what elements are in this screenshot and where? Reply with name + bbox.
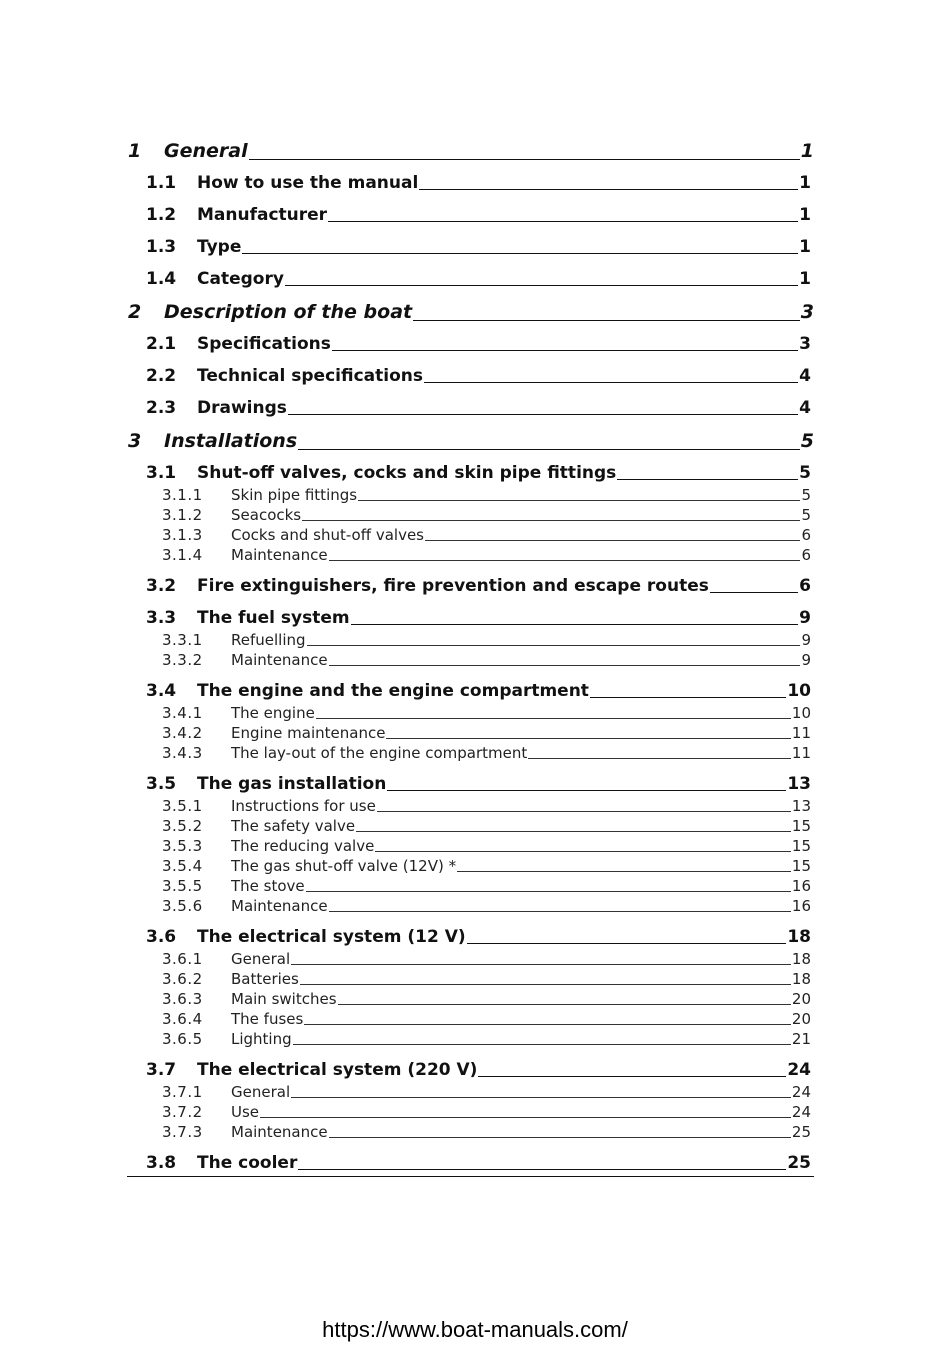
toc-entry-page: 10 [787,681,811,701]
toc-entry-number: 3.4.3 [162,744,203,762]
toc-entry-title: The gas shut-off valve (12V) * [231,857,457,875]
toc-entry-title: Main switches [231,990,337,1008]
toc-entry-title: The engine [231,704,315,722]
toc-leader-line [329,1137,791,1138]
toc-entry-page: 5 [799,463,811,483]
toc-entry-page: 3 [799,334,811,354]
toc-entry-3-4-3[interactable] [127,744,814,764]
toc-entry-title: Seacocks [231,506,302,524]
toc-entry-3-5-5[interactable] [127,877,814,897]
toc-leader-line [413,320,800,321]
toc-entry-number: 3.7.2 [162,1103,203,1121]
toc-entry-title: Technical specifications [197,366,423,386]
toc-entry-page: 9 [801,631,811,649]
toc-entry-number: 3.7.3 [162,1123,203,1141]
toc-entry-title: General [231,1083,291,1101]
toc-entry-page: 4 [799,366,811,386]
toc-entry-page: 1 [799,269,811,289]
toc-leader-line [387,790,786,791]
toc-entry-3[interactable] [127,430,814,463]
toc-entry-number: 3.5 [146,774,177,794]
toc-entry-number: 3.6.4 [162,1010,203,1028]
toc-entry-1-1[interactable] [127,173,814,205]
toc-entry-number: 3.5.6 [162,897,203,915]
toc-leader-line [293,1044,791,1045]
toc-entry-page: 18 [791,970,811,988]
toc-entry-2-2[interactable] [127,366,814,398]
toc-entry-page: 24 [791,1083,811,1101]
toc-entry-title: How to use the manual [197,173,419,193]
toc-entry-3-6-1[interactable] [127,950,814,970]
toc-leader-line [285,285,798,286]
toc-entry-1-2[interactable] [127,205,814,237]
toc-leader-line [377,811,791,812]
toc-entry-title: Engine maintenance [231,724,386,742]
toc-leader-line [328,221,798,222]
toc-entry-title: Instructions for use [231,797,376,815]
toc-entry-number: 3.4.2 [162,724,203,742]
toc-entry-page: 11 [791,724,811,742]
toc-entry-3-6-4[interactable] [127,1010,814,1030]
toc-entry-1-4[interactable] [127,269,814,301]
toc-entry-number: 2 [128,301,142,323]
toc-leader-line [332,350,798,351]
toc-entry-number: 1.1 [146,173,177,193]
toc-entry-page: 6 [801,546,811,564]
toc-entry-title: General [164,140,248,162]
toc-entry-page: 24 [787,1060,811,1080]
toc-entry-3-5-1[interactable] [127,797,814,817]
toc-entry-title: Specifications [197,334,331,354]
toc-entry-page: 18 [787,927,811,947]
toc-entry-page: 9 [801,651,811,669]
toc-entry-page: 20 [791,1010,811,1028]
toc-entry-3-5-2[interactable] [127,817,814,837]
toc-entry-title: The fuses [231,1010,304,1028]
toc-entry-page: 18 [791,950,811,968]
toc-entry-title: Batteries [231,970,299,988]
toc-entry-number: 3.8 [146,1153,177,1173]
toc-entry-3-3-1[interactable] [127,631,814,651]
toc-entry-3-7-3[interactable] [127,1123,814,1143]
toc-entry-2-1[interactable] [127,334,814,366]
toc-entry-page: 13 [787,774,811,794]
toc-entry-number: 2.3 [146,398,177,418]
footer-url[interactable]: https://www.boat-manuals.com/ [322,1317,628,1342]
toc-entry-3-2[interactable] [127,576,814,608]
toc-entry-page: 16 [791,897,811,915]
toc-entry-number: 3.7.1 [162,1083,203,1101]
toc-entry-title: Cocks and shut-off valves [231,526,424,544]
toc-entry-number: 3.2 [146,576,177,596]
toc-entry-page: 1 [799,237,811,257]
toc-entry-title: Drawings [197,398,287,418]
toc-leader-line [249,159,800,160]
toc-entry-1[interactable] [127,140,814,173]
toc-entry-number: 3.5.1 [162,797,203,815]
toc-leader-line [425,540,800,541]
toc-leader-line [291,1097,791,1098]
toc-entry-title: Manufacturer [197,205,328,225]
toc-entry-number: 3.5.3 [162,837,203,855]
toc-leader-line [288,414,798,415]
toc-entry-title: Shut-off valves, cocks and skin pipe fittings [197,463,617,483]
toc-entry-title: Maintenance [231,651,328,669]
toc-entry-3-5-6[interactable] [127,897,814,917]
toc-entry-3-1-4[interactable] [127,546,814,566]
toc-entry-number: 1.3 [146,237,177,257]
toc-entry-2-3[interactable] [127,398,814,430]
toc-entry-number: 3.1.3 [162,526,203,544]
toc-entry-page: 15 [791,857,811,875]
toc-entry-number: 3.4.1 [162,704,203,722]
toc-entry-3-8[interactable] [127,1153,814,1185]
toc-entry-number: 2.1 [146,334,177,354]
toc-entry-page: 15 [791,837,811,855]
toc-entry-3-1-2[interactable] [127,506,814,526]
toc-entry-page: 13 [791,797,811,815]
toc-entry-title: The electrical system (12 V) [197,927,466,947]
toc-leader-line [242,253,798,254]
toc-entry-number: 3.6.5 [162,1030,203,1048]
toc-entry-number: 3.6.2 [162,970,203,988]
table-of-contents [127,140,814,1185]
toc-entry-number: 3.7 [146,1060,177,1080]
toc-entry-1-3[interactable] [127,237,814,269]
toc-entry-3-6-5[interactable] [127,1030,814,1050]
toc-entry-page: 3 [800,301,814,323]
toc-entry-title: Category [197,269,284,289]
toc-leader-line [457,871,791,872]
toc-leader-line [478,1076,786,1077]
toc-entry-number: 3.3.1 [162,631,203,649]
toc-entry-page: 15 [791,817,811,835]
toc-entry-page: 25 [791,1123,811,1141]
toc-leader-line [386,738,790,739]
toc-entry-title: Maintenance [231,1123,328,1141]
toc-entry-page: 11 [791,744,811,762]
toc-entry-title: The reducing valve [231,837,375,855]
toc-entry-3-3-2[interactable] [127,651,814,671]
toc-entry-page: 25 [787,1153,811,1173]
toc-leader-line [590,697,786,698]
toc-entry-page: 16 [791,877,811,895]
toc-entry-3-1-3[interactable] [127,526,814,546]
toc-entry-3-6-2[interactable] [127,970,814,990]
toc-entry-title: Skin pipe fittings [231,486,358,504]
toc-entry-3-5-4[interactable] [127,857,814,877]
toc-entry-title: Maintenance [231,897,328,915]
toc-entry-3-7-1[interactable] [127,1083,814,1103]
toc-entry-number: 3.1.2 [162,506,203,524]
toc-entry-title: The cooler [197,1153,298,1173]
toc-leader-line [356,831,791,832]
toc-leader-line [329,911,791,912]
toc-entry-title: The lay-out of the engine compartment [231,744,528,762]
toc-entry-title: The stove [231,877,305,895]
toc-leader-line [424,382,798,383]
toc-leader-line [298,449,800,450]
toc-entry-title: The gas installation [197,774,387,794]
toc-leader-line [338,1004,791,1005]
toc-entry-number: 3.6.1 [162,950,203,968]
toc-entry-title: Lighting [231,1030,292,1048]
toc-entry-number: 3.3.2 [162,651,203,669]
toc-entry-number: 3.1.1 [162,486,203,504]
toc-entry-page: 1 [800,140,814,162]
toc-entry-page: 5 [800,430,814,452]
toc-entry-3-4-2[interactable] [127,724,814,744]
toc-entry-number: 3.1 [146,463,177,483]
toc-entry-number: 3.6 [146,927,177,947]
toc-leader-line [306,891,791,892]
toc-entry-page: 5 [801,486,811,504]
toc-entry-page: 6 [801,526,811,544]
toc-entry-page: 6 [799,576,811,596]
toc-leader-line [467,943,787,944]
toc-entry-3-4-1[interactable] [127,704,814,724]
toc-entry-number: 2.2 [146,366,177,386]
toc-entry-title: The engine and the engine compartment [197,681,589,701]
toc-entry-title: Refuelling [231,631,306,649]
toc-entry-number: 3 [128,430,142,452]
toc-leader-line [329,560,800,561]
toc-leader-line [298,1169,786,1170]
toc-entry-title: Type [197,237,242,257]
toc-entry-number: 3.4 [146,681,177,701]
toc-entry-page: 1 [799,205,811,225]
toc-entry-number: 1.2 [146,205,177,225]
toc-entry-page: 24 [791,1103,811,1121]
toc-entry-page: 5 [801,506,811,524]
toc-leader-line [316,718,791,719]
toc-leader-line [300,984,791,985]
toc-leader-line [375,851,791,852]
toc-leader-line [419,189,798,190]
toc-entry-title: The fuel system [197,608,350,628]
toc-entry-number: 3.5.2 [162,817,203,835]
toc-entry-number: 1.4 [146,269,177,289]
toc-entry-title: The safety valve [231,817,356,835]
toc-leader-line [260,1117,791,1118]
toc-entry-3-1-1[interactable] [127,486,814,506]
toc-entry-number: 3.1.4 [162,546,203,564]
toc-end-rule [127,1176,814,1177]
toc-leader-line [358,500,800,501]
toc-entry-title: The electrical system (220 V) [197,1060,478,1080]
toc-leader-line [302,520,800,521]
toc-entry-page: 1 [799,173,811,193]
toc-leader-line [304,1024,791,1025]
toc-leader-line [351,624,799,625]
toc-entry-title: Use [231,1103,260,1121]
toc-entry-page: 21 [791,1030,811,1048]
toc-entry-number: 3.5.4 [162,857,203,875]
toc-entry-3-5-3[interactable] [127,837,814,857]
toc-entry-number: 3.3 [146,608,177,628]
toc-entry-page: 20 [791,990,811,1008]
toc-leader-line [329,665,800,666]
toc-entry-2[interactable] [127,301,814,334]
toc-leader-line [528,758,791,759]
toc-entry-title: Description of the boat [164,301,413,323]
toc-entry-page: 9 [799,608,811,628]
toc-entry-3-6-3[interactable] [127,990,814,1010]
toc-entry-title: General [231,950,291,968]
toc-entry-title: Installations [164,430,298,452]
toc-entry-number: 1 [128,140,142,162]
toc-leader-line [617,479,798,480]
toc-entry-page: 10 [791,704,811,722]
toc-entry-title: Fire extinguishers, fire prevention and escape routes [197,576,709,596]
toc-entry-number: 3.5.5 [162,877,203,895]
toc-leader-line [291,964,791,965]
toc-entry-title: Maintenance [231,546,328,564]
toc-entry-page: 4 [799,398,811,418]
toc-entry-number: 3.6.3 [162,990,203,1008]
toc-leader-line [710,592,798,593]
toc-entry-3-7-2[interactable] [127,1103,814,1123]
toc-leader-line [307,645,800,646]
